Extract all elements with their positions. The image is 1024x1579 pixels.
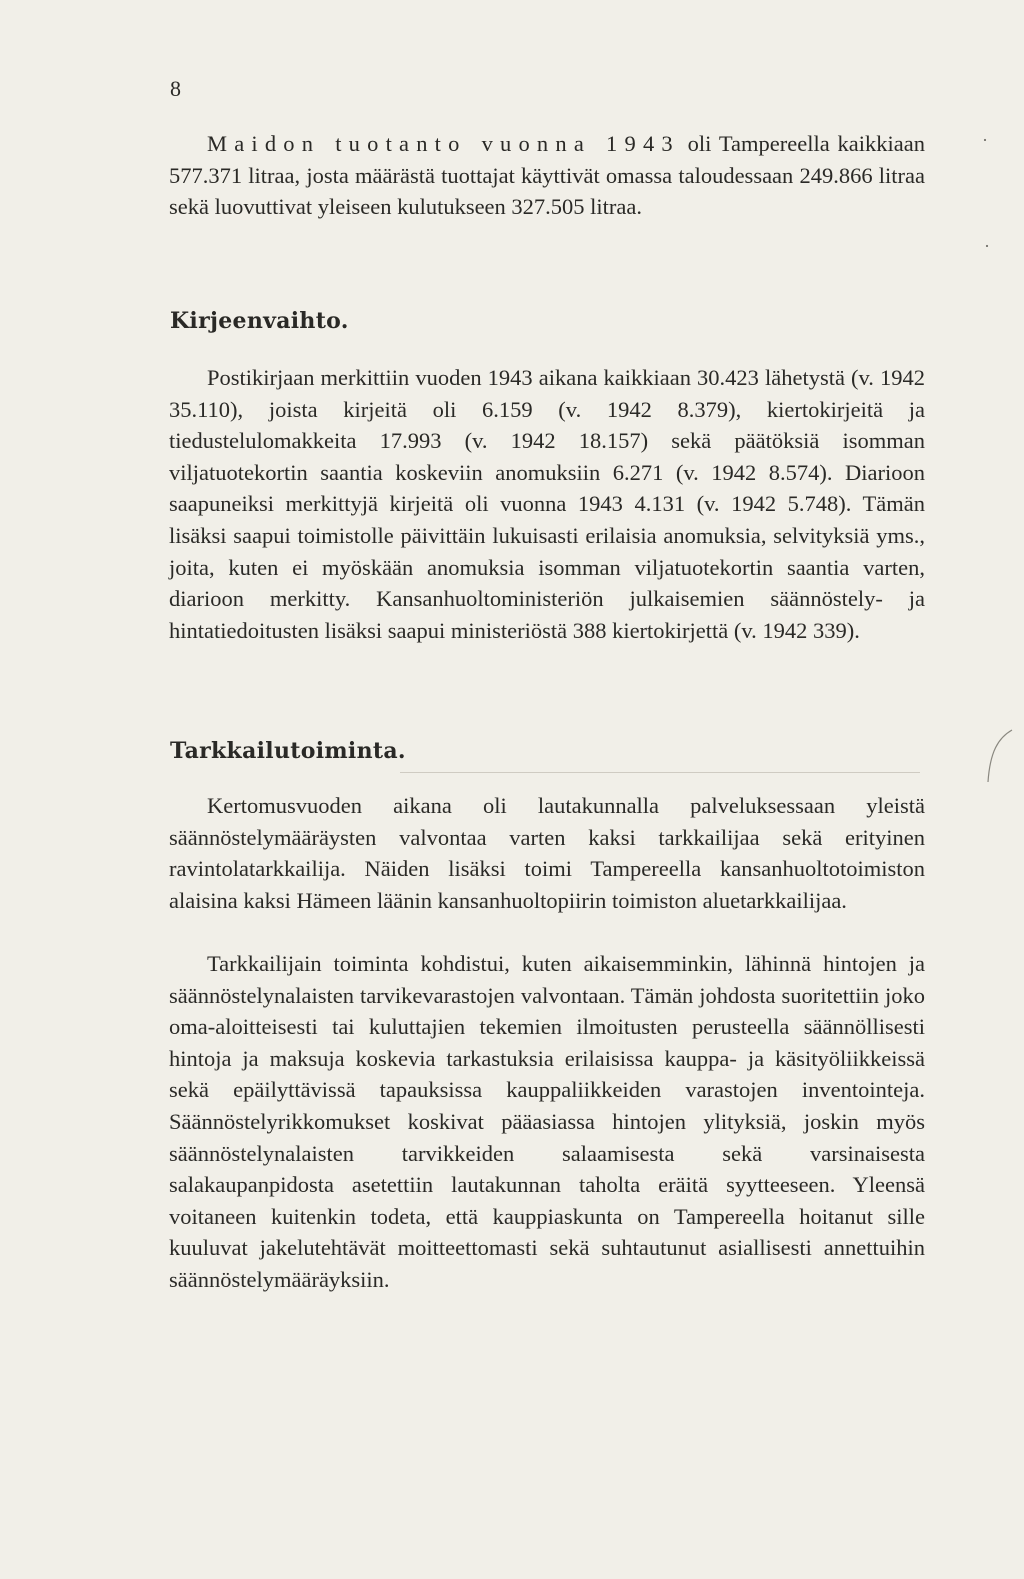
section-heading-kirjeenvaihto: Kirjeenvaihto. bbox=[170, 308, 349, 334]
section-heading-tarkkailutoiminta: Tarkkailutoiminta. bbox=[170, 738, 406, 764]
tarkkailu-text-2: Tarkkailijain toiminta kohdistui, kuten aikaisemminkin, lähinnä hintojen ja säännöstelynalaisten tarvikevarastojen valvontaan. Tämän johdosta suoritettiin joko oma-aloitteisesti tai kuluttajien tekemien ilmoitusten perusteella säännöllisesti hintoja ja maksuja koskevia tarkastuksia erilaisissa kauppa- ja käsityöliikkeissä sekä epäilyttävissä tapauksissa kauppaliikkeiden varastojen inventointeja. Säännöstelyrikkomukset koskivat pääasiassa hintojen ylityksiä, joskin myös säännöstelynalaisten tarvikkeiden salaamisesta sekä varsinaisesta salakaupanpidosta asetettiin lautakunnan taholta eräitä syytteeseen. Yleensä voitaneen kuitenkin todeta, että kauppiaskunta on Tampereella hoitanut sille kuuluvat jakelutehtävät moitteettomasti sekä suhtautunut asiallisesti annettuihin säännöstelymääräyksiin. bbox=[169, 951, 925, 1292]
kirjeenvaihto-text: Postikirjaan merkittiin vuoden 1943 aikana kaikkiaan 30.423 lähetystä (v. 1942 35.110), joista kirjeitä oli 6.159 (v. 1942 8.379), kiertokirjeitä ja tiedustelulomakkeita 17.993 (v. 1942 18.157) sekä päätöksiä isomman viljatuotekortin saantia koskeviin anomuksiin 6.271 (v. 1942 8.574). Diarioon saapuneiksi merkittyjä kirjeitä oli vuonna 1943 4.131 (v. 1942 5.748). Tämän lisäksi saapui toimistolle päivittäin lukuisasti erilaisia anomuksia, selvityksiä yms., joita, kuten ei myöskään anomuksia isomman viljatuotekortin saantia varten, diarioon merkitty. Kansanhuoltoministeriön julkaisemien säännöstely- ja hintatiedoitusten lisäksi saapui ministeriöstä 388 kiertokirjettä (v. 1942 339). bbox=[169, 365, 925, 643]
margin-pencil-mark bbox=[980, 726, 1016, 786]
tarkkailu-text-1: Kertomusvuoden aikana oli lautakunnalla palveluksessaan yleistä säännöstelymääräysten valvontaa varten kaksi tarkkailijaa sekä erityinen ravintolatarkkailija. Näiden lisäksi toimi Tampereella kansanhuoltotoimiston alaisina kaksi Hämeen läänin kansanhuoltopiirin toimiston aluetarkkailijaa. bbox=[169, 793, 925, 913]
tarkkailu-paragraph-2 bbox=[169, 948, 925, 1296]
intro-spaced-lead: Maidon tuotanto vuonna 1943 bbox=[207, 131, 680, 156]
tarkkailu-paragraph-1 bbox=[169, 790, 925, 916]
faint-divider bbox=[400, 772, 920, 773]
kirjeenvaihto-paragraph bbox=[169, 362, 925, 646]
intro-paragraph bbox=[169, 128, 925, 223]
intro-text: oli Tampereella kaikkiaan 577.371 litraa, josta määrästä tuottajat käyttivät omassa taloudessaan 249.866 litraa sekä luovuttivat yleiseen kulutukseen 327.505 litraa. bbox=[169, 131, 925, 220]
margin-speck: · bbox=[984, 236, 990, 256]
page-number: 8 bbox=[170, 76, 181, 101]
margin-speck: · bbox=[982, 130, 988, 150]
